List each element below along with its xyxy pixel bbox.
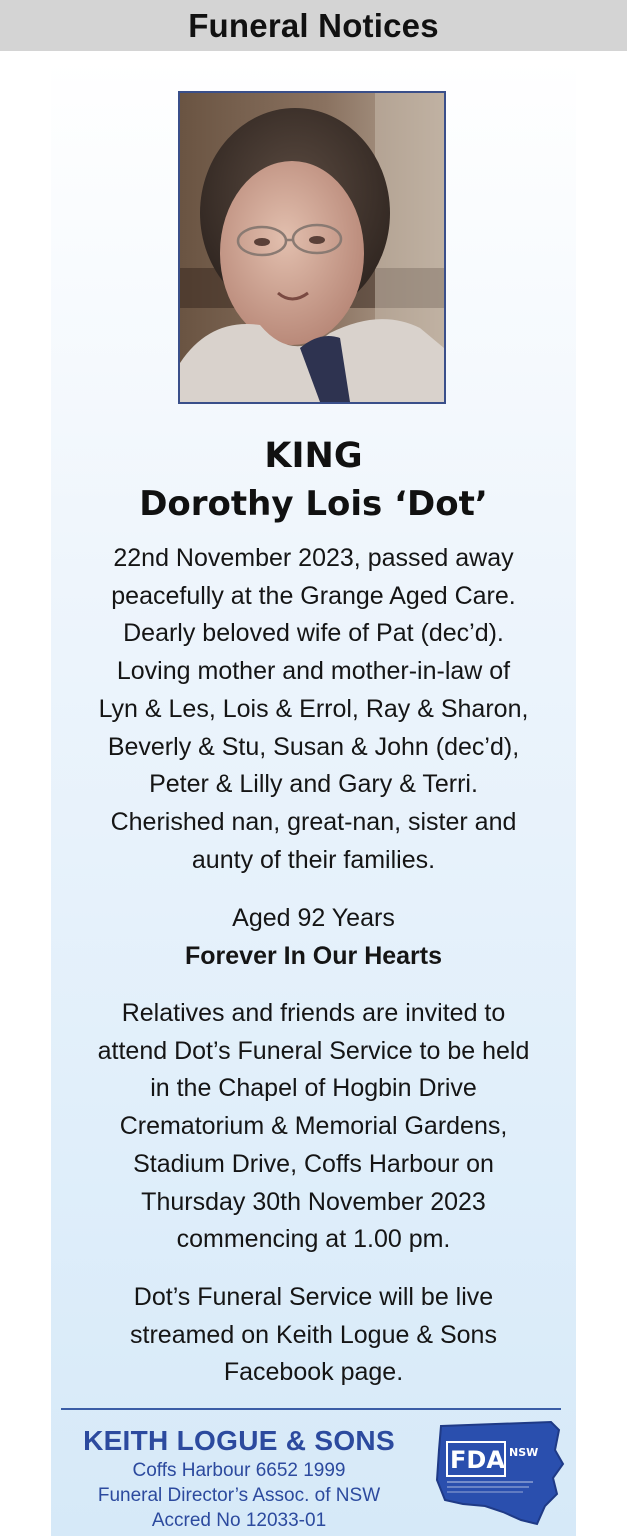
notice-line: Dot’s Funeral Service will be live <box>133 1283 494 1311</box>
notice-line: Beverly & Stu, Susan & John (dec’d), <box>107 732 520 761</box>
funeral-director-name: KEITH LOGUE & SONS <box>83 1425 395 1456</box>
fda-nsw-logo-icon <box>433 1420 567 1528</box>
notice-line: Relatives and friends are invited to <box>121 999 506 1027</box>
age-text: Aged 92 Years <box>232 904 395 932</box>
notice-line: Stadium Drive, Coffs Harbour on <box>133 1149 494 1178</box>
fda-logo-text: FDA <box>450 1446 505 1474</box>
notice-line: Loving mother and mother-in-law of <box>116 657 511 686</box>
portrait-photo-image <box>180 93 444 402</box>
notice-line: Thursday 30th November 2023 <box>141 1187 486 1216</box>
funeral-director-association: Funeral Director’s Assoc. of NSW <box>97 1485 381 1506</box>
notice-line: in the Chapel of Hogbin Drive <box>150 1074 477 1103</box>
notice-line: 22nd November 2023, passed away <box>113 544 514 572</box>
portrait-photo <box>178 91 446 404</box>
notice-line: streamed on Keith Logue & Sons <box>130 1320 497 1349</box>
notice-line: Lyn & Les, Lois & Errol, Ray & Sharon, <box>98 694 529 723</box>
notice-line: Crematorium & Memorial Gardens, <box>119 1112 508 1141</box>
notice-line: Dearly beloved wife of Pat (dec’d). <box>123 619 504 648</box>
fda-logo-subtext: NSW <box>509 1446 539 1459</box>
notice-line: Peter & Lilly and Gary & Terri. <box>149 770 478 799</box>
notice-line: Facebook page. <box>223 1358 404 1387</box>
section-title: Funeral Notices <box>188 6 439 44</box>
notice-line: peacefully at the Grange Aged Care. <box>111 581 516 610</box>
funeral-director-accreditation: Accred No 12033-01 <box>151 1510 327 1531</box>
deceased-full-name: Dorothy Lois ‘Dot’ <box>139 484 488 524</box>
funeral-notice-card <box>51 58 576 1536</box>
age-and-tribute <box>51 900 576 975</box>
notice-line: attend Dot’s Funeral Service to be held <box>97 1036 530 1065</box>
notice-paragraph-1 <box>51 540 576 879</box>
footer-divider <box>61 1408 561 1410</box>
deceased-surname: KING <box>264 436 363 476</box>
tribute-text: Forever In Our Hearts <box>184 941 443 970</box>
notice-paragraph-2 <box>51 995 576 1259</box>
funeral-director-phone: Coffs Harbour 6652 1999 <box>132 1460 346 1481</box>
notice-line: Cherished nan, great-nan, sister and <box>110 807 517 836</box>
notice-line: commencing at 1.00 pm. <box>176 1225 451 1254</box>
section-header <box>0 0 627 51</box>
notice-line: aunty of their families. <box>191 845 436 874</box>
funeral-director-block <box>51 1424 427 1533</box>
notice-paragraph-3 <box>51 1279 576 1392</box>
